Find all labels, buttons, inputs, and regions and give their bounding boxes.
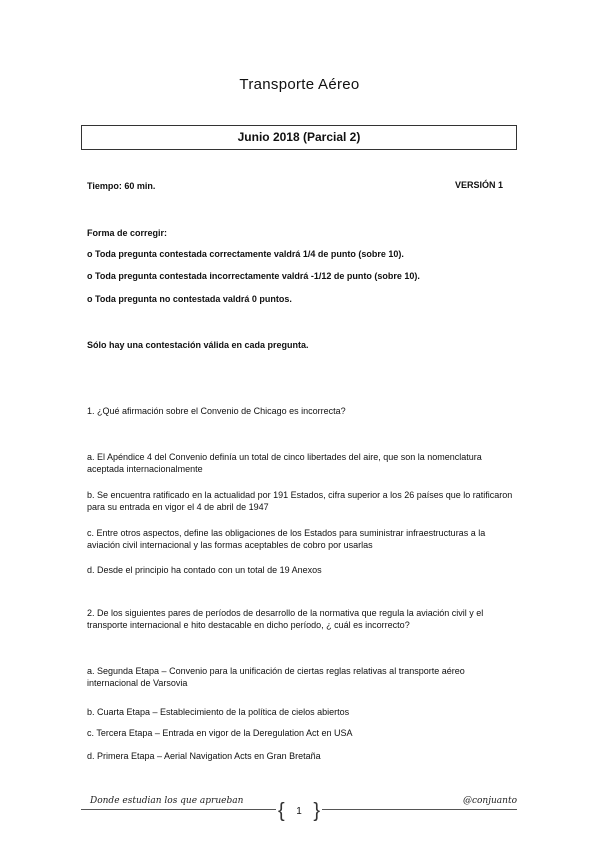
question-text: 2. De los siguientes pares de períodos de desarrollo de la normativa que regula la aviación civil y el transporte internacional e hito destacable en dicho período, ¿ cuál es incorrecto?: [87, 608, 484, 630]
answer-option: c. Entre otros aspectos, define las obligaciones de los Estados para suministrar infraestructuras a la aviación civil internacional y las formas aceptables de cobro por usarlas: [87, 528, 486, 550]
right-brace-icon: }: [313, 800, 320, 822]
exam-header-text: Junio 2018 (Parcial 2): [237, 130, 361, 144]
grading-heading: Forma de corregir:: [87, 228, 168, 238]
time-label: Tiempo:: [87, 181, 122, 191]
exam-header-box: [81, 125, 517, 150]
answer-option: b. Cuarta Etapa – Establecimiento de la política de cielos abiertos: [87, 707, 350, 717]
footer-handle: @conjuanto: [462, 796, 517, 806]
answer-option: a. El Apéndice 4 del Convenio definía un total de cinco libertades del aire, que son la nomenclatura aceptada internacionalmente: [87, 452, 482, 474]
note-text: Sólo hay una contestación válida en cada pregunta.: [87, 340, 309, 350]
document-title: Transporte Aéreo: [239, 76, 360, 93]
answer-option: d. Desde el principio ha contado con un total de 19 Anexos: [87, 565, 322, 575]
grading-rule: o Toda pregunta contestada correctamente valdrá 1/4 de punto (sobre 10).: [87, 249, 404, 259]
answer-option: c. Tercera Etapa – Entrada en vigor de la Deregulation Act en USA: [87, 728, 353, 738]
page-number: 1: [296, 806, 302, 817]
answer-option: d. Primera Etapa – Aerial Navigation Acts en Gran Bretaña: [87, 751, 321, 761]
time-line: [87, 180, 517, 192]
grading-rule: o Toda pregunta contestada incorrectamente valdrá -1/12 de punto (sobre 10).: [87, 271, 420, 281]
time-value: 60 min.: [124, 181, 156, 191]
answer-option: a. Segunda Etapa – Convenio para la unificación de ciertas reglas relativas al transporte aéreo internacional de Varsovia: [87, 666, 465, 688]
version-label: VERSIÓN 1: [454, 180, 503, 190]
page-number-box: [276, 801, 322, 823]
grading-rule: o Toda pregunta no contestada valdrá 0 puntos.: [87, 294, 292, 304]
left-brace-icon: {: [278, 800, 285, 822]
question-text: 1. ¿Qué afirmación sobre el Convenio de Chicago es incorrecta?: [87, 406, 346, 416]
footer-slogan: Donde estudian los que aprueban: [90, 796, 244, 806]
answer-option: b. Se encuentra ratificado en la actualidad por 191 Estados, cifra superior a los 26 países que lo ratificaron para su entrada en vigor el 4 de abril de 1947: [87, 490, 513, 512]
